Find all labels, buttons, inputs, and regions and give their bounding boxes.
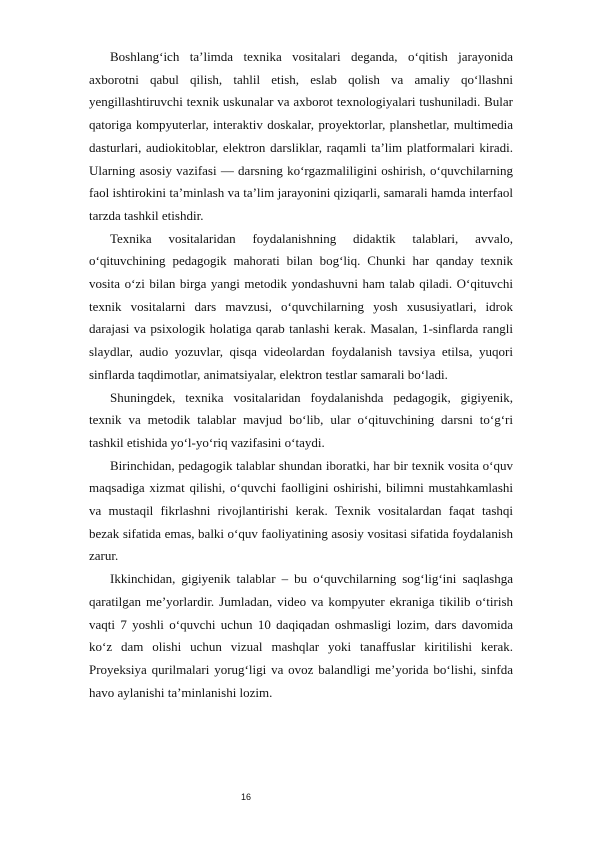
paragraph-1: Boshlang‘ich ta’limda texnika vositalari deganda, o‘qitish jarayonida axborotni qabul qilish, tahlil etish, eslab qolish va amaliy qo‘llashni yengillashtiruvchi texnik uskunalar va axborot texnologiyalari tushuniladi. Bular qatoriga kompyuterlar, interaktiv doskalar, proyektorlar, planshetlar, multimedia dasturlari, audiokitoblar, elektron darsliklar, raqamli ta’lim platformalari kiradi. Ularning asosiy vazifasi — darsning ko‘rgazmaliligini oshirish, o‘quvchilarning faol ishtirokini ta’minlash va ta’lim jarayonini qiziqarli, samarali hamda interfaol tarzda tashkil etishdir.: [89, 49, 513, 223]
paragraph-2: Texnika vositalaridan foydalanishning didaktik talablari, avvalo, o‘qituvchining pedagogik mahorati bilan bog‘liq. Chunki har qanday texnik vosita o‘zi bilan birga yangi metodik yondashuvni ham talab qiladi. O‘qituvchi texnik vositalarni dars mavzusi, o‘quvchilarning yosh xususiyatlari, idrok darajasi va psixologik holatiga qarab tanlashi kerak. Masalan, 1-sinflarda rangli slaydlar, audio yozuvlar, qisqa videolardan foydalanish tavsiya etilsa, yuqori sinflarda taqdimotlar, animatsiyalar, elektron testlar samarali bo‘ladi.: [89, 230, 513, 382]
page-number: 16: [240, 792, 251, 802]
paragraph-4: Birinchidan, pedagogik talablar shundan iboratki, har bir texnik vosita o‘quv maqsadiga xizmat qilishi, o‘quvchi faolligini oshirishi, bilimni mustahkamlashi va mustaqil fikrlashni rivojlantirishi kerak. Texnik vositalardan faqat tashqi bezak sifatida emas, balki o‘quv faoliyatining asosiy vositasi sifatida foydalanish zarur.: [89, 457, 513, 564]
paragraph-3: Shuningdek, texnika vositalaridan foydalanishda pedagogik, gigiyenik, texnik va metodik talablar mavjud bo‘lib, ular o‘qituvchining darsni to‘g‘ri tashkil etishida yo‘l-yo‘riq vazifasini o‘taydi.: [89, 389, 513, 450]
body-text: [89, 46, 513, 704]
paragraph-5: Ikkinchidan, gigiyenik talablar – bu o‘quvchilarning sog‘lig‘ini saqlashga qaratilgan me’yorlardir. Jumladan, video va kompyuter ekraniga tikilib o‘tirish vaqti 7 yoshli o‘quvchi uchun 10 daqiqadan oshmasligi lozim, dars davomida ko‘z dam olishi uchun vizual mashqlar yoki tanaffuslar kiritilishi kerak. Proyeksiya qurilmalari yorug‘ligi va ovoz balandligi me’yorida bo‘lishi, sinfda havo aylanishi ta’minlanishi lozim.: [89, 571, 513, 700]
